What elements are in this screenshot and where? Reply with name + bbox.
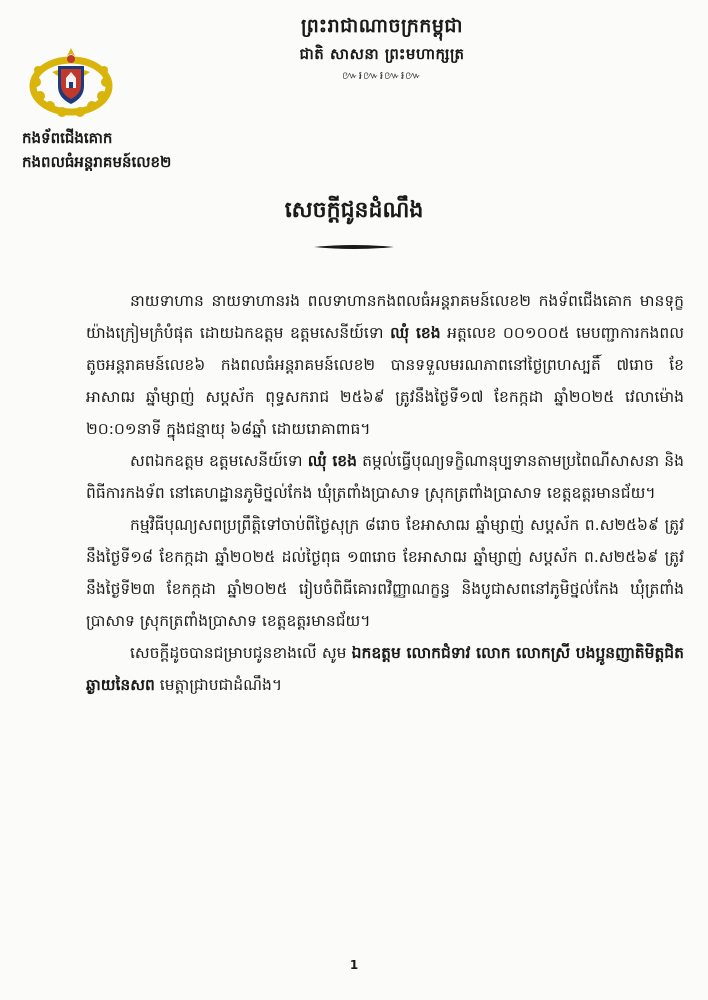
unit-line-division: កងពលធំអន្តរាគមន៍លេខ២ [22, 153, 172, 171]
army-emblem-icon [28, 42, 114, 118]
page-number: 1 [349, 958, 359, 972]
paragraph-text: អត្តលេខ ០០១០០៥ មេបញ្ជាការកងពលតូចអន្តរាគមន៍លេខ៦ កងពលធំអន្តរាគមន៍លេខ២ បានទទួលមរណភាពនៅថ្ងៃព្រហស្បតិ៍ ៧រោច ខែអាសាឍ ឆ្នាំម្សាញ់ សប្តស័ក ពុទ្ធសករាជ ២៥៦៩ ត្រូវនឹងថ្ងៃទី១៧ ខែកក្កដា ឆ្នាំ២០២៥ វេលាម៉ោង ២០:០១នាទី ក្នុងជន្មាយុ ៦៨ឆ្នាំ ដោយរោគាពាធ។ [86, 324, 684, 438]
deceased-name: ឈុំ ខេង [390, 324, 441, 342]
paragraph-schedule: កម្មវិធីបុណ្យសពប្រព្រឹត្តិទៅចាប់ពីថ្ងៃសុក្រ ៨រោច ខែអាសាឍ ឆ្នាំម្សាញ់ សប្តស័ក ព.ស២៥៦៩ ត្រូវនឹងថ្ងៃទី១៨ ខែកក្កដា ឆ្នាំ២០២៥ ដល់ថ្ងៃពុធ ១៣រោច ខែអាសាឍ ឆ្នាំម្សាញ់ សប្តស័ក ព.ស២៥៦៩ ត្រូវនឹងថ្ងៃទី២៣ ខែកក្កដា ឆ្នាំ២០២៥ រៀបចំពិធីគោរពវិញ្ញាណក្ខន្ធ និងបូជាសពនៅភូមិថ្នល់កែង ឃុំត្រពាំងប្រាសាទ ស្រុកត្រពាំងប្រាសាទ ខេត្តឧត្តរមានជ័យ។ [86, 516, 684, 630]
addressees: ឯកឧត្តម លោកជំទាវ លោក លោកស្រី បងប្អូនញាតិមិត្តជិតឆ្ងាយនៃសព [86, 644, 684, 694]
title-underline-ornament [314, 243, 394, 251]
paragraph-text: តម្កល់ធ្វើបុណ្យទក្ខិណានុប្បទានតាមប្រពៃណីសាសនា និងពិធីការកងទ័ព នៅគេហដ្ឋានភូមិថ្នល់កែង ឃុំត្រពាំងប្រាសាទ ស្រុកត្រពាំងប្រាសាទ ខេត្តឧត្តរមានជ័យ។ [86, 452, 684, 502]
paragraph-text: មេត្តាជ្រាបជាដំណឹង។ [154, 676, 283, 694]
paragraph-closing [86, 637, 684, 701]
paragraph-text: សេចក្តីដូចបានជម្រាបជូនខាងលើ សូម [130, 644, 352, 662]
unit-line-army: កងទ័ពជើងគោក [22, 129, 113, 147]
paragraph-funeral-location [86, 445, 684, 509]
header-ornament: ៚៛៚៛៚៛៚ [342, 69, 422, 82]
national-motto: ជាតិ សាសនា ព្រះមហាក្សត្រ [299, 45, 465, 63]
paragraph-text: នាយទាហាន នាយទាហានរង ពលទាហានកងពលធំអន្តរាគមន៍លេខ២ កងទ័ពជើងគោក មានទុក្ខយ៉ាងក្រៀមក្រំបំផុត ដោយឯកឧត្តម ឧត្តមសេនីយ៍ទោ [86, 292, 684, 342]
document-title: សេចក្តីជូនដំណឹង [284, 198, 424, 223]
kingdom-name: ព្រះរាជាណាចក្រកម្ពុជា [301, 15, 463, 37]
notice-body [86, 285, 684, 701]
paragraph-announcement [86, 285, 684, 445]
kingdom-header [232, 14, 532, 85]
deceased-name: ឈុំ ខេង [307, 452, 357, 470]
issuing-unit [22, 126, 382, 174]
paragraph-text: សពឯកឧត្តម ឧត្តមសេនីយ៍ទោ [130, 452, 308, 470]
